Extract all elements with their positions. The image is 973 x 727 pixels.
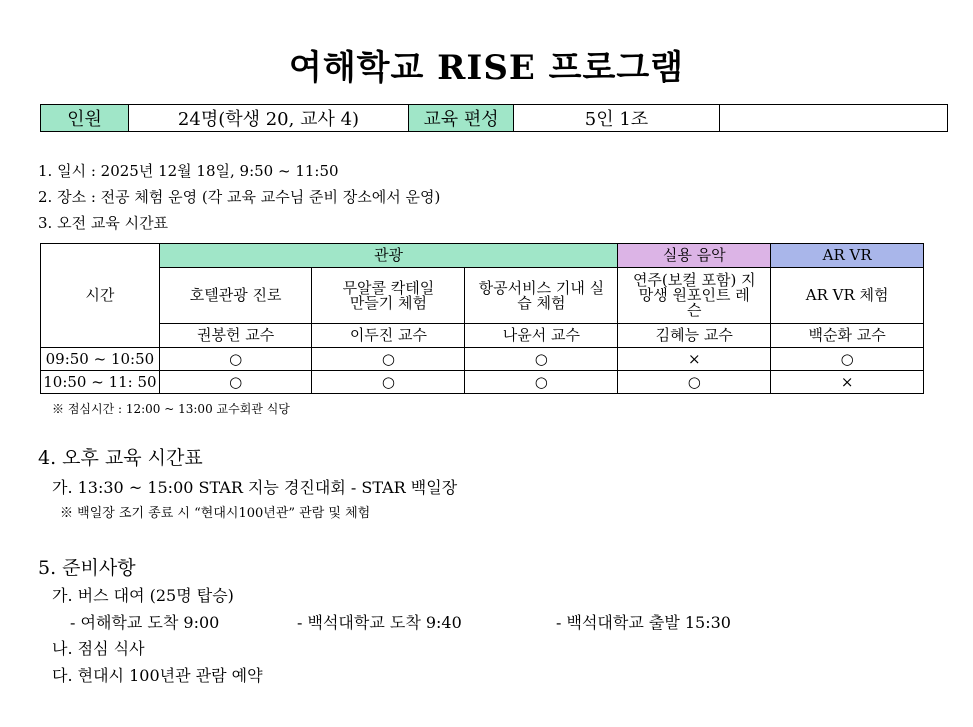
pm-schedule-title: 4. 오후 교육 시간표 [38,447,203,469]
place-line: 2. 장소 : 전공 체험 운영 (각 교육 교수님 준비 장소에서 운영) [38,188,441,206]
program-music-lesson: 연주(보컬 포함) 지망생 원포인트 레슨 [618,268,771,324]
group-label: 교육 편성 [409,105,514,132]
teacher-cell: 권봉헌 교수 [159,324,312,348]
pm-note: ※ 백일장 조기 종료 시 “현대시100년관” 관람 및 체험 [60,506,371,521]
bus-stop: - 백석대학교 도착 9:40 [297,613,462,632]
group-music: 실용 음악 [618,244,771,268]
date-line: 1. 일시 : 2025년 12월 18일, 9:50 ~ 11:50 [38,162,339,180]
mark-cell: ○ [312,348,465,371]
teacher-cell: 이두진 교수 [312,324,465,348]
museum-item: 다. 현대시 100년관 관람 예약 [52,666,263,685]
lunch-note: ※ 점심시간 : 12:00 ~ 13:00 교수회관 식당 [52,402,290,416]
mark-cell: ○ [312,371,465,394]
table-row [41,348,924,371]
group-arvr: AR VR [771,244,924,268]
teacher-cell: 김혜능 교수 [618,324,771,348]
program-airline: 항공서비스 기내 실습 체험 [465,268,618,324]
group-value: 5인 1조 [514,105,720,132]
mark-cell: ○ [771,348,924,371]
info-extra-cell [720,105,948,132]
am-schedule-title: 3. 오전 교육 시간표 [38,214,169,232]
lunch-item: 나. 점심 식사 [52,639,145,658]
time-cell: 10:50 ~ 11: 50 [41,371,160,394]
mark-cell: ○ [618,371,771,394]
mark-cell: ○ [465,348,618,371]
mark-cell: × [771,371,924,394]
time-header: 시간 [41,244,160,348]
pm-item: 가. 13:30 ~ 15:00 STAR 지능 경진대회 - STAR 백일장 [52,478,458,497]
prep-title: 5. 준비사항 [38,557,136,579]
mark-cell: ○ [159,371,312,394]
bus-item: 가. 버스 대여 (25명 탑승) [52,586,234,605]
program-cocktail: 무알콜 칵테일 만들기 체험 [312,268,465,324]
am-schedule-table [40,243,924,394]
bus-stop: - 백석대학교 출발 15:30 [556,613,731,632]
page-title: 여해학교 RISE 프로그램 [288,48,685,88]
program-hotel: 호텔관광 진로 [159,268,312,324]
table-row [41,371,924,394]
mark-cell: × [618,348,771,371]
teacher-cell: 백순화 교수 [771,324,924,348]
bus-stop: - 여해학교 도착 9:00 [70,613,220,632]
teacher-cell: 나윤서 교수 [465,324,618,348]
group-tourism: 관광 [159,244,618,268]
info-table [40,104,948,132]
program-arvr: AR VR 체험 [771,268,924,324]
people-value: 24명(학생 20, 교사 4) [129,105,409,132]
mark-cell: ○ [159,348,312,371]
people-label: 인원 [41,105,129,132]
mark-cell: ○ [465,371,618,394]
time-cell: 09:50 ~ 10:50 [41,348,160,371]
